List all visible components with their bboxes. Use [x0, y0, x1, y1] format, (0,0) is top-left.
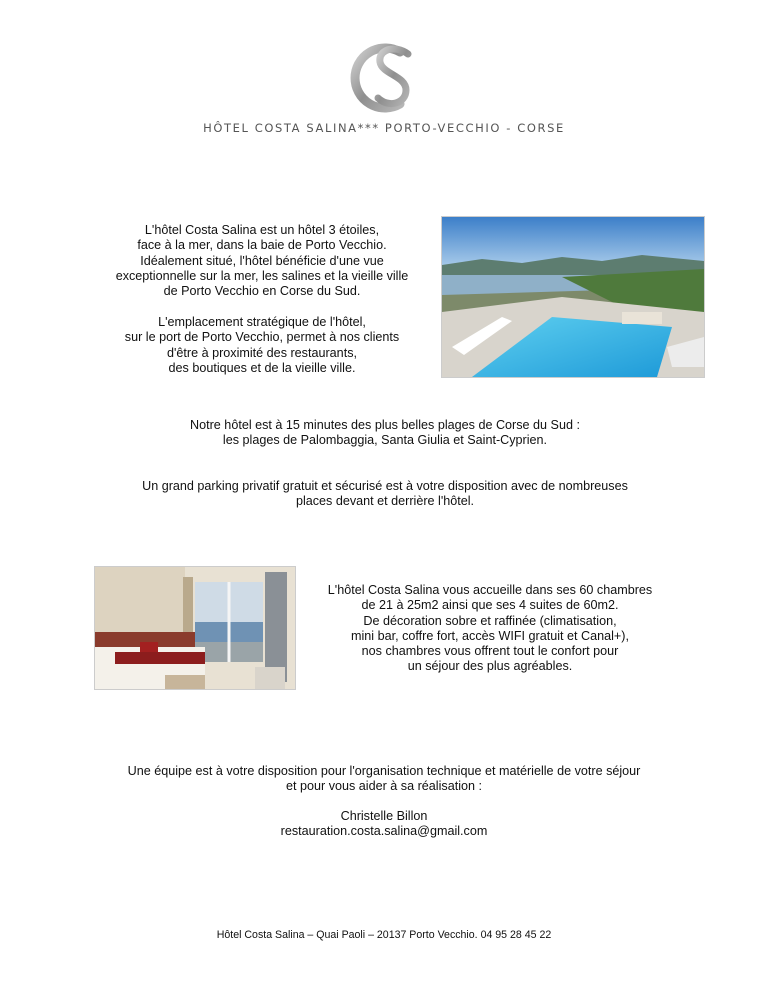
contact-block — [150, 809, 618, 840]
room-photo — [94, 566, 296, 690]
team-paragraph — [80, 764, 688, 795]
text-line: d'être à proximité des restaurants, — [166, 345, 357, 360]
text-line: L'emplacement stratégique de l'hôtel, — [158, 315, 366, 329]
text-line: Un grand parking privatif gratuit et sécurisé est à votre disposition avec de nombreuses — [142, 479, 628, 493]
text-line: et pour vous aider à sa réalisation : — [285, 779, 482, 794]
intro-paragraph-1 — [88, 223, 436, 299]
text-line: L'hôtel Costa Salina vous accueille dans ses 60 chambres — [327, 583, 653, 597]
text-line: L'hôtel Costa Salina est un hôtel 3 étoiles, — [144, 223, 380, 237]
pool-photo — [441, 216, 705, 378]
beaches-paragraph — [100, 418, 670, 449]
text-line: exceptionnelle sur la mer, les salines et la vieille ville — [115, 268, 409, 283]
text-line: face à la mer, dans la baie de Porto Vecchio. — [137, 238, 387, 253]
text-line: un séjour des plus agréables. — [407, 659, 573, 674]
intro-paragraph-2 — [88, 315, 436, 376]
contact-email[interactable]: restauration.costa.salina@gmail.com — [280, 824, 488, 839]
text-line: Une équipe est à votre disposition pour l'organisation technique et matérielle de votre séjour — [127, 764, 641, 778]
text-line: les plages de Palombaggia, Santa Giulia et Saint-Cyprien. — [222, 433, 548, 448]
parking-paragraph — [100, 479, 670, 510]
text-line: places devant et derrière l'hôtel. — [295, 494, 475, 509]
rooms-paragraph — [296, 583, 684, 675]
contact-name: Christelle Billon — [340, 809, 428, 823]
text-line: Notre hôtel est à 15 minutes des plus belles plages de Corse du Sud : — [190, 418, 580, 432]
text-line: de 21 à 25m2 ainsi que ses 4 suites de 60m2. — [361, 598, 619, 613]
text-line: sur le port de Porto Vecchio, permet à nos clients — [124, 330, 400, 345]
footer-address: Hôtel Costa Salina – Quai Paoli – 20137 Porto Vecchio. 04 95 28 45 22 — [216, 929, 552, 941]
cs-logo-icon — [344, 38, 424, 118]
text-line: de Porto Vecchio en Corse du Sud. — [163, 284, 361, 299]
text-line: De décoration sobre et raffinée (climatisation, — [363, 613, 617, 628]
text-line: mini bar, coffre fort, accès WIFI gratuit et Canal+), — [351, 628, 629, 643]
text-line: Idéalement situé, l'hôtel bénéficie d'une vue — [140, 253, 384, 268]
brand-line: HÔTEL COSTA SALINA*** PORTO-VECCHIO - CORSE — [203, 121, 565, 135]
text-line: nos chambres vous offrent tout le confort pour — [361, 644, 619, 659]
text-line: des boutiques et de la vieille ville. — [168, 360, 356, 375]
